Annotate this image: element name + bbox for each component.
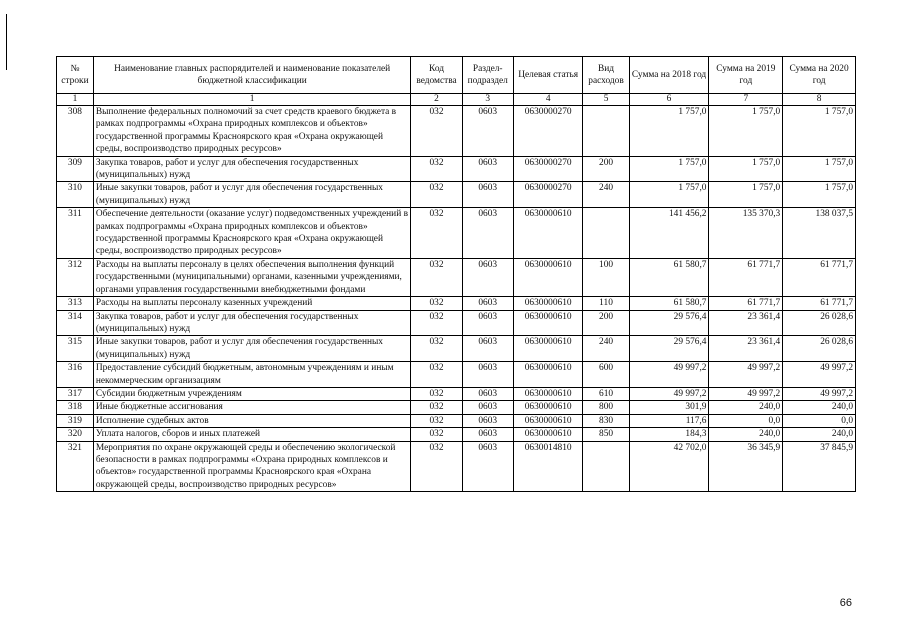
target-article-cell: 0630000610 bbox=[513, 336, 583, 362]
sum-2018-cell: 61 580,7 bbox=[629, 258, 709, 296]
dept-code-cell: 032 bbox=[411, 310, 462, 336]
table-header-row bbox=[57, 57, 856, 94]
row-name-cell: Выполнение федеральных полномочий за счет средств краевого бюджета в рамках подпрограммы «Охрана природных комплексов и объектов» государственной программы Красноярского края «Охрана окружающей среды, воспроизводство природных ресурсов» bbox=[93, 106, 411, 157]
row-name-cell: Иные бюджетные ассигнования bbox=[93, 401, 411, 414]
column-number: 1 bbox=[57, 94, 94, 106]
row-name-cell: Закупка товаров, работ и услуг для обеспечения государственных (муниципальных) нужд bbox=[93, 310, 411, 336]
row-number-cell: 317 bbox=[57, 387, 94, 400]
table-row bbox=[57, 428, 856, 441]
expense-type-cell bbox=[583, 441, 629, 492]
expense-type-cell: 830 bbox=[583, 414, 629, 427]
row-number-cell: 309 bbox=[57, 156, 94, 182]
sum-2020-cell: 49 997,2 bbox=[783, 362, 856, 388]
sum-2019-cell: 1 757,0 bbox=[709, 156, 783, 182]
table-row bbox=[57, 258, 856, 296]
row-name-cell: Исполнение судебных актов bbox=[93, 414, 411, 427]
left-margin-rule bbox=[6, 14, 7, 70]
target-article-cell: 0630000270 bbox=[513, 182, 583, 208]
row-number-cell: 320 bbox=[57, 428, 94, 441]
dept-code-cell: 032 bbox=[411, 182, 462, 208]
expense-type-cell: 850 bbox=[583, 428, 629, 441]
section-cell: 0603 bbox=[462, 182, 513, 208]
section-cell: 0603 bbox=[462, 428, 513, 441]
row-number-cell: 310 bbox=[57, 182, 94, 208]
column-number-row bbox=[57, 94, 856, 106]
sum-2018-cell: 184,3 bbox=[629, 428, 709, 441]
dept-code-cell: 032 bbox=[411, 362, 462, 388]
table-row bbox=[57, 297, 856, 310]
sum-2019-cell: 0,0 bbox=[709, 414, 783, 427]
row-name-cell: Уплата налогов, сборов и иных платежей bbox=[93, 428, 411, 441]
row-number-cell: 314 bbox=[57, 310, 94, 336]
table-row bbox=[57, 182, 856, 208]
row-number-cell: 308 bbox=[57, 106, 94, 157]
sum-2020-cell: 61 771,7 bbox=[783, 258, 856, 296]
section-cell: 0603 bbox=[462, 336, 513, 362]
sum-2019-cell: 135 370,3 bbox=[709, 208, 783, 259]
dept-code-cell: 032 bbox=[411, 387, 462, 400]
expense-type-cell: 610 bbox=[583, 387, 629, 400]
sum-2019-cell: 49 997,2 bbox=[709, 387, 783, 400]
sum-2018-cell: 29 576,4 bbox=[629, 310, 709, 336]
header-sum-2020: Сумма на 2020 год bbox=[783, 57, 856, 94]
sum-2020-cell: 1 757,0 bbox=[783, 156, 856, 182]
expense-type-cell: 200 bbox=[583, 156, 629, 182]
column-number: 5 bbox=[583, 94, 629, 106]
column-number: 4 bbox=[513, 94, 583, 106]
row-name-cell: Иные закупки товаров, работ и услуг для обеспечения государственных (муниципальных) нужд bbox=[93, 336, 411, 362]
expense-type-cell: 800 bbox=[583, 401, 629, 414]
expense-type-cell bbox=[583, 106, 629, 157]
row-name-cell: Закупка товаров, работ и услуг для обеспечения государственных (муниципальных) нужд bbox=[93, 156, 411, 182]
sum-2020-cell: 49 997,2 bbox=[783, 387, 856, 400]
header-name: Наименование главных распорядителей и наименование показателей бюджетной классификации bbox=[93, 57, 411, 94]
sum-2018-cell: 1 757,0 bbox=[629, 182, 709, 208]
row-number-cell: 321 bbox=[57, 441, 94, 492]
column-number: 1 bbox=[93, 94, 411, 106]
sum-2019-cell: 36 345,9 bbox=[709, 441, 783, 492]
dept-code-cell: 032 bbox=[411, 336, 462, 362]
row-name-cell: Субсидии бюджетным учреждениям bbox=[93, 387, 411, 400]
sum-2018-cell: 301,9 bbox=[629, 401, 709, 414]
sum-2019-cell: 61 771,7 bbox=[709, 258, 783, 296]
header-dept-code: Код ведомства bbox=[411, 57, 462, 94]
sum-2019-cell: 61 771,7 bbox=[709, 297, 783, 310]
table-row bbox=[57, 208, 856, 259]
target-article-cell: 0630000610 bbox=[513, 428, 583, 441]
sum-2019-cell: 23 361,4 bbox=[709, 310, 783, 336]
sum-2019-cell: 49 997,2 bbox=[709, 362, 783, 388]
row-number-cell: 316 bbox=[57, 362, 94, 388]
target-article-cell: 0630000610 bbox=[513, 362, 583, 388]
section-cell: 0603 bbox=[462, 401, 513, 414]
header-sum-2019: Сумма на 2019 год bbox=[709, 57, 783, 94]
row-name-cell: Мероприятия по охране окружающей среды и обеспечению экологической безопасности в рамках подпрограммы «Охрана природных комплексов и объектов» государственной программы Красноярского края «Охрана окружающей среды, воспроизводство природных ресурсов» bbox=[93, 441, 411, 492]
dept-code-cell: 032 bbox=[411, 428, 462, 441]
table-row bbox=[57, 106, 856, 157]
sum-2018-cell: 117,6 bbox=[629, 414, 709, 427]
table-row bbox=[57, 387, 856, 400]
section-cell: 0603 bbox=[462, 387, 513, 400]
sum-2019-cell: 23 361,4 bbox=[709, 336, 783, 362]
sum-2019-cell: 240,0 bbox=[709, 428, 783, 441]
dept-code-cell: 032 bbox=[411, 297, 462, 310]
sum-2020-cell: 26 028,6 bbox=[783, 336, 856, 362]
sum-2018-cell: 29 576,4 bbox=[629, 336, 709, 362]
sum-2018-cell: 1 757,0 bbox=[629, 106, 709, 157]
target-article-cell: 0630000610 bbox=[513, 414, 583, 427]
dept-code-cell: 032 bbox=[411, 156, 462, 182]
row-number-cell: 315 bbox=[57, 336, 94, 362]
row-number-cell: 312 bbox=[57, 258, 94, 296]
sum-2018-cell: 42 702,0 bbox=[629, 441, 709, 492]
expense-type-cell: 110 bbox=[583, 297, 629, 310]
expense-type-cell: 100 bbox=[583, 258, 629, 296]
header-expense-type: Вид расходов bbox=[583, 57, 629, 94]
row-name-cell: Предоставление субсидий бюджетным, автономным учреждениям и иным некоммерческим организациям bbox=[93, 362, 411, 388]
sum-2020-cell: 240,0 bbox=[783, 401, 856, 414]
sum-2018-cell: 1 757,0 bbox=[629, 156, 709, 182]
sum-2020-cell: 1 757,0 bbox=[783, 182, 856, 208]
section-cell: 0603 bbox=[462, 310, 513, 336]
sum-2018-cell: 49 997,2 bbox=[629, 387, 709, 400]
section-cell: 0603 bbox=[462, 156, 513, 182]
column-number: 2 bbox=[411, 94, 462, 106]
expense-type-cell: 240 bbox=[583, 336, 629, 362]
section-cell: 0603 bbox=[462, 208, 513, 259]
expense-type-cell: 240 bbox=[583, 182, 629, 208]
dept-code-cell: 032 bbox=[411, 208, 462, 259]
target-article-cell: 0630000270 bbox=[513, 106, 583, 157]
sum-2020-cell: 37 845,9 bbox=[783, 441, 856, 492]
sum-2019-cell: 240,0 bbox=[709, 401, 783, 414]
dept-code-cell: 032 bbox=[411, 258, 462, 296]
sum-2019-cell: 1 757,0 bbox=[709, 182, 783, 208]
row-name-cell: Обеспечение деятельности (оказание услуг) подведомственных учреждений в рамках подпрограммы «Охрана природных комплексов и объектов» государственной программы Красноярского края «Охрана окружающей среды, воспроизводство природных ресурсов» bbox=[93, 208, 411, 259]
row-name-cell: Иные закупки товаров, работ и услуг для обеспечения государственных (муниципальных) нужд bbox=[93, 182, 411, 208]
expense-type-cell: 600 bbox=[583, 362, 629, 388]
page-number: 66 bbox=[839, 597, 852, 609]
section-cell: 0603 bbox=[462, 106, 513, 157]
dept-code-cell: 032 bbox=[411, 106, 462, 157]
header-section: Раздел-подраздел bbox=[462, 57, 513, 94]
sum-2020-cell: 26 028,6 bbox=[783, 310, 856, 336]
expense-type-cell: 200 bbox=[583, 310, 629, 336]
sum-2020-cell: 1 757,0 bbox=[783, 106, 856, 157]
table-row bbox=[57, 362, 856, 388]
sum-2020-cell: 240,0 bbox=[783, 428, 856, 441]
section-cell: 0603 bbox=[462, 362, 513, 388]
target-article-cell: 0630000610 bbox=[513, 258, 583, 296]
sum-2018-cell: 141 456,2 bbox=[629, 208, 709, 259]
dept-code-cell: 032 bbox=[411, 401, 462, 414]
section-cell: 0603 bbox=[462, 441, 513, 492]
target-article-cell: 0630000610 bbox=[513, 387, 583, 400]
header-sum-2018: Сумма на 2018 год bbox=[629, 57, 709, 94]
row-name-cell: Расходы на выплаты персоналу казенных учреждений bbox=[93, 297, 411, 310]
target-article-cell: 0630000270 bbox=[513, 156, 583, 182]
row-number-cell: 318 bbox=[57, 401, 94, 414]
column-number: 8 bbox=[783, 94, 856, 106]
column-number: 3 bbox=[462, 94, 513, 106]
table-row bbox=[57, 310, 856, 336]
table-row bbox=[57, 441, 856, 492]
row-number-cell: 311 bbox=[57, 208, 94, 259]
budget-table bbox=[56, 56, 856, 492]
target-article-cell: 0630000610 bbox=[513, 401, 583, 414]
row-name-cell: Расходы на выплаты персоналу в целях обеспечения выполнения функций государственными (муниципальными) органами, казенными учреждениями, органами управления государственными внебюджетными фондами bbox=[93, 258, 411, 296]
section-cell: 0603 bbox=[462, 297, 513, 310]
sum-2020-cell: 138 037,5 bbox=[783, 208, 856, 259]
column-number: 6 bbox=[629, 94, 709, 106]
section-cell: 0603 bbox=[462, 414, 513, 427]
column-number: 7 bbox=[709, 94, 783, 106]
table-row bbox=[57, 414, 856, 427]
target-article-cell: 0630014810 bbox=[513, 441, 583, 492]
dept-code-cell: 032 bbox=[411, 414, 462, 427]
header-target: Целевая статья bbox=[513, 57, 583, 94]
expense-type-cell bbox=[583, 208, 629, 259]
table-row bbox=[57, 401, 856, 414]
sum-2020-cell: 61 771,7 bbox=[783, 297, 856, 310]
sum-2018-cell: 49 997,2 bbox=[629, 362, 709, 388]
table-body bbox=[57, 106, 856, 492]
target-article-cell: 0630000610 bbox=[513, 297, 583, 310]
table-row bbox=[57, 156, 856, 182]
target-article-cell: 0630000610 bbox=[513, 310, 583, 336]
row-number-cell: 319 bbox=[57, 414, 94, 427]
section-cell: 0603 bbox=[462, 258, 513, 296]
header-row-no: № строки bbox=[57, 57, 94, 94]
sum-2020-cell: 0,0 bbox=[783, 414, 856, 427]
row-number-cell: 313 bbox=[57, 297, 94, 310]
table-row bbox=[57, 336, 856, 362]
sum-2018-cell: 61 580,7 bbox=[629, 297, 709, 310]
target-article-cell: 0630000610 bbox=[513, 208, 583, 259]
sum-2019-cell: 1 757,0 bbox=[709, 106, 783, 157]
dept-code-cell: 032 bbox=[411, 441, 462, 492]
